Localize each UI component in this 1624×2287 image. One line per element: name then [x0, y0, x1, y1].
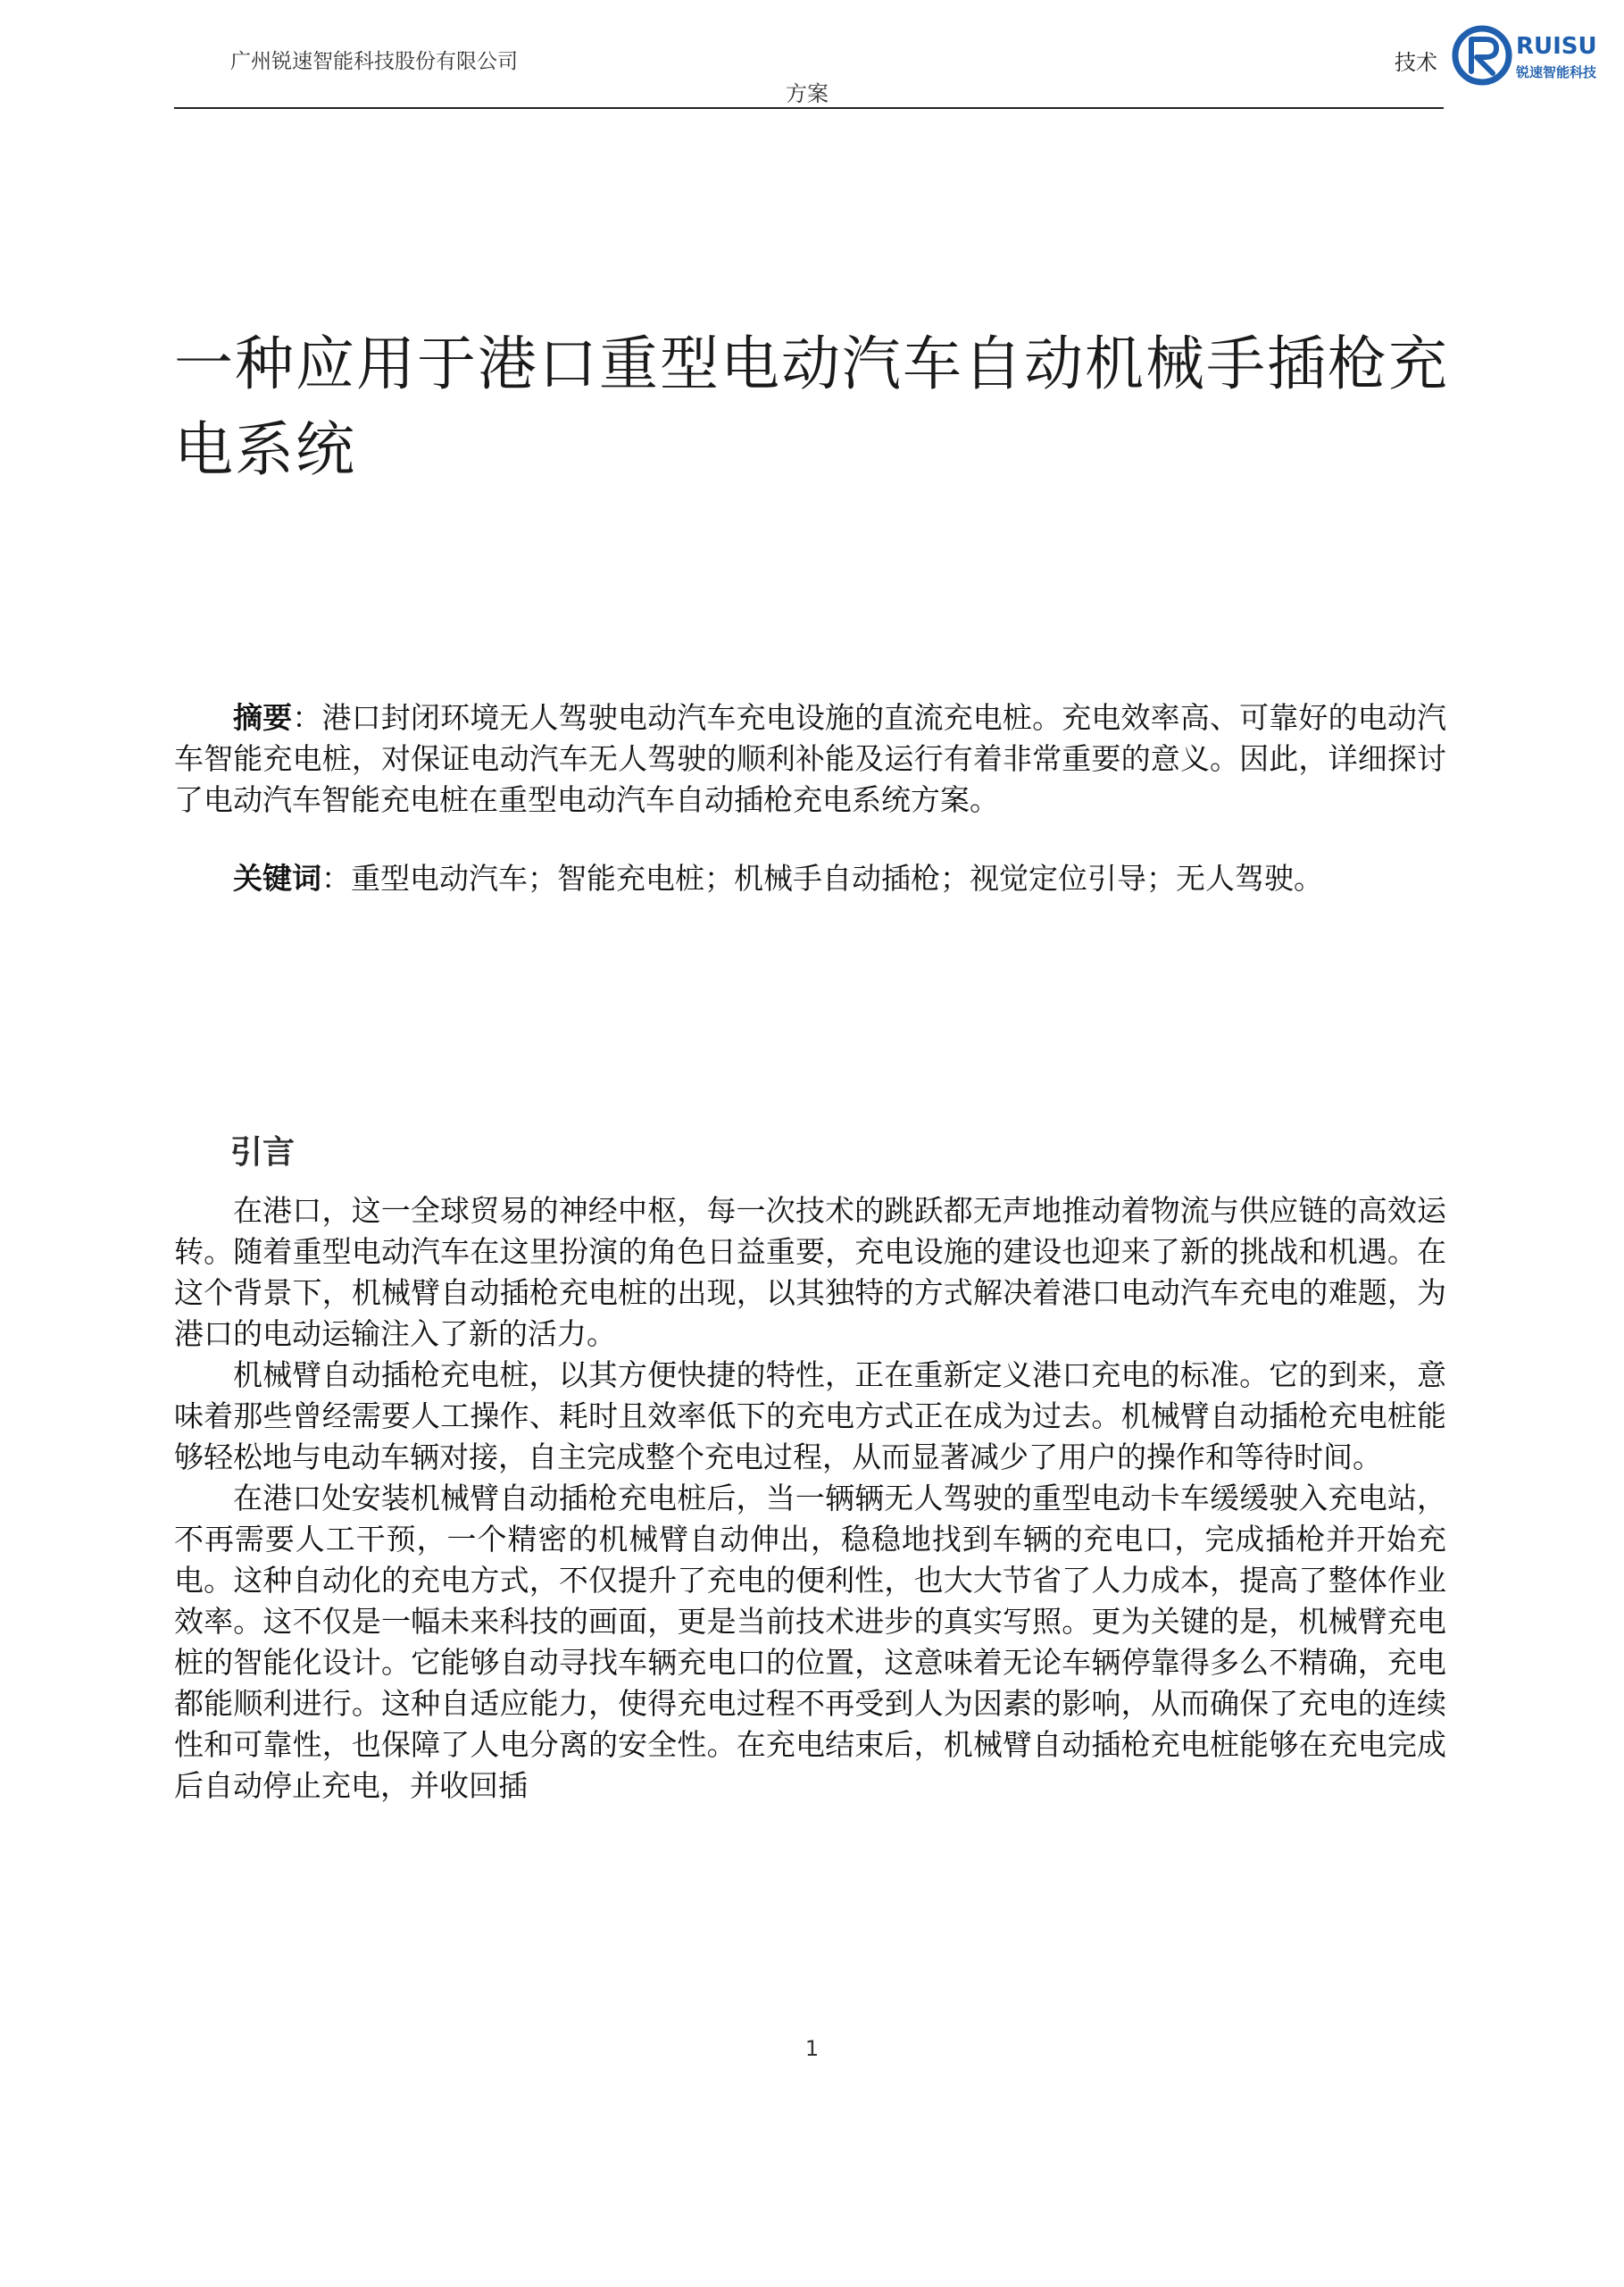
- header-company-name: 广州锐速智能科技股份有限公司: [230, 50, 518, 73]
- body-paragraph: 在港口处安装机械臂自动插枪充电桩后，当一辆辆无人驾驶的重型电动卡车缓缓驶入充电站，不再需要人工干预，一个精密的机械臂自动伸出，稳稳地找到车辆的充电口，完成插枪并开始充电。这种自动化的充电方式，不仅提升了充电的便利性，也大大节省了人力成本，提高了整体作业效率。这不仅是一幅未来科技的画面，更是当前技术进步的真实写照。更为关键的是，机械臂充电桩的智能化设计。它能够自动寻找车辆充电口的位置，这意味着无论车辆停靠得多么不精确，充电都能顺利进行。这种自适应能力，使得充电过程不再受到人为因素的影响，从而确保了充电的连续性和可靠性，也保障了人电分离的安全性。在充电结束后，机械臂自动插枪充电桩能够在充电完成后自动停止充电，并收回插: [174, 1481, 1446, 1803]
- abstract-paragraph: [174, 697, 1446, 821]
- abstract-text: 港口封闭环境无人驾驶电动汽车充电设施的直流充电桩。充电效率高、可靠好的电动汽车智能充电桩，对保证电动汽车无人驾驶的顺利补能及运行有着非常重要的意义。因此，详细探讨了电动汽车智能充电桩在重型电动汽车自动插枪充电系统方案。: [174, 700, 1447, 817]
- header-divider: [174, 107, 1444, 109]
- document-title: 一种应用于港口重型电动汽车自动机械手插枪充电系统: [174, 330, 1449, 484]
- keywords-text: 重型电动汽车；智能充电桩；机械手自动插枪；视觉定位引导；无人驾驶。: [351, 861, 1323, 896]
- body-paragraph: 机械臂自动插枪充电桩，以其方便快捷的特性，正在重新定义港口充电的标准。它的到来，意味着那些曾经需要人工操作、耗时且效率低下的充电方式正在成为过去。机械臂自动插枪充电桩能够轻松地与电动车辆对接，自主完成整个充电过程，从而显著减少了用户的操作和等待时间。: [174, 1357, 1446, 1474]
- logo-brand: RUISU: [1516, 33, 1597, 60]
- body-paragraph: 在港口，这一全球贸易的神经中枢，每一次技术的跳跃都无声地推动着物流与供应链的高效运转。随着重型电动汽车在这里扮演的角色日益重要，充电设施的建设也迎来了新的挑战和机遇。在这个背景下，机械臂自动插枪充电桩的出现，以其独特的方式解决着港口电动汽车充电的难题，为港口的电动运输注入了新的活力。: [174, 1193, 1446, 1351]
- keywords-paragraph: [174, 858, 1446, 899]
- keywords-label: 关键词: [233, 861, 321, 896]
- abstract-label: 摘要: [233, 700, 293, 735]
- introduction-body: [174, 1190, 1446, 1807]
- keywords-separator: ：: [321, 861, 351, 896]
- header-sub-label: 方案: [786, 81, 829, 106]
- ruisu-logo-icon: [1450, 20, 1620, 91]
- logo-brand-cn: 锐速智能科技: [1516, 64, 1597, 80]
- page-number: 1: [804, 2036, 820, 2061]
- section-title-introduction: 引言: [230, 1134, 296, 1171]
- abstract-separator: ：: [292, 700, 322, 735]
- header-tech-label: 技术: [1395, 50, 1437, 75]
